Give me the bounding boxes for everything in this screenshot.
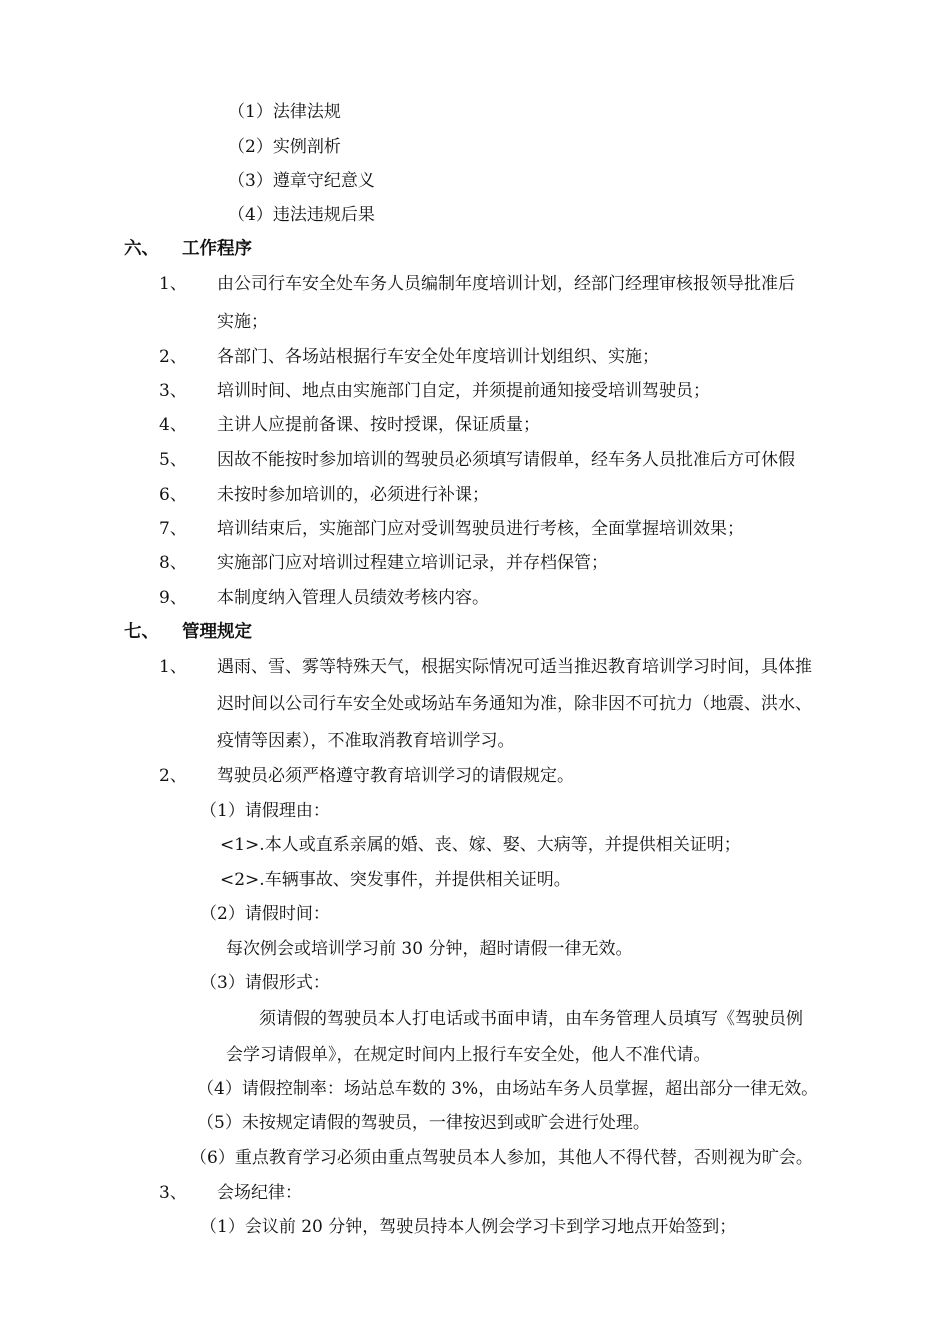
s7-item-1-line-1: 遇雨、雪、雾等特殊天气，根据实际情况可适当推迟教育培训学习时间，具体推 — [217, 657, 812, 677]
s7-item-3-text: 会场纪律： — [217, 1183, 302, 1203]
unexcused-absence-rule: （5）未按规定请假的驾驶员，一律按迟到或旷会进行处理。 — [197, 1113, 650, 1133]
key-education-rule: （6）重点教育学习必须由重点驾驶员本人参加，其他人不得代替，否则视为旷会。 — [190, 1148, 813, 1168]
s7-item-2-number: 2、 — [159, 766, 187, 786]
s6-item-2-line-1: 各部门、各场站根据行车安全处年度培训计划组织、实施； — [217, 347, 659, 367]
topic-4: （4）违法违规后果 — [228, 205, 375, 225]
s6-item-7-number: 7、 — [159, 519, 187, 539]
s6-item-1-line-1: 由公司行车安全处车务人员编制年度培训计划，经部门经理审核报领导批准后 — [217, 274, 795, 294]
leave-form-label: （3）请假形式： — [200, 973, 330, 993]
section-6-title: 工作程序 — [182, 239, 252, 259]
s7-item-1-number: 1、 — [159, 657, 187, 677]
leave-time-text: 每次例会或培训学习前 30 分钟，超时请假一律无效。 — [226, 939, 633, 959]
leave-form-line-2: 会学习请假单》，在规定时间内上报行车安全处，他人不准代请。 — [226, 1045, 711, 1065]
s6-item-8-number: 8、 — [159, 553, 187, 573]
s6-item-5-line-1: 因故不能按时参加培训的驾驶员必须填写请假单，经车务人员批准后方可休假 — [217, 450, 795, 470]
s7-item-3-sub-1: （1）会议前 20 分钟，驾驶员持本人例会学习卡到学习地点开始签到； — [200, 1217, 737, 1237]
s6-item-7-line-1: 培训结束后，实施部门应对受训驾驶员进行考核，全面掌握培训效果； — [217, 519, 744, 539]
s6-item-1-line-2: 实施； — [217, 312, 268, 332]
s6-item-8-line-1: 实施部门应对培训过程建立培训记录，并存档保管； — [217, 553, 608, 573]
s6-item-3-line-1: 培训时间、地点由实施部门自定，并须提前通知接受培训驾驶员； — [217, 381, 710, 401]
s6-item-4-line-1: 主讲人应提前备课、按时授课，保证质量； — [217, 415, 540, 435]
topic-2: （2）实例剖析 — [228, 137, 341, 157]
section-7-number: 七、 — [124, 622, 159, 642]
section-7-title: 管理规定 — [182, 622, 252, 642]
s7-item-1-line-2: 迟时间以公司行车安全处或场站车务通知为准，除非因不可抗力（地震、洪水、 — [217, 694, 812, 714]
s7-item-3-number: 3、 — [159, 1183, 187, 1203]
s6-item-9-number: 9、 — [159, 588, 187, 608]
leave-form-line-1: 须请假的驾驶员本人打电话或书面申请，由车务管理人员填写《驾驶员例 — [259, 1009, 803, 1029]
s6-item-9-line-1: 本制度纳入管理人员绩效考核内容。 — [217, 588, 489, 608]
leave-time-label: （2）请假时间： — [200, 904, 330, 924]
s6-item-6-number: 6、 — [159, 485, 187, 505]
s6-item-2-number: 2、 — [159, 347, 187, 367]
s6-item-5-number: 5、 — [159, 450, 187, 470]
s7-item-2-text: 驾驶员必须严格遵守教育培训学习的请假规定。 — [217, 766, 574, 786]
topic-1: （1）法律法规 — [228, 102, 341, 122]
leave-control-rate: （4）请假控制率：场站总车数的 3%，由场站车务人员掌握，超出部分一律无效。 — [197, 1079, 819, 1099]
leave-reason-a: <1>.本人或直系亲属的婚、丧、嫁、娶、大病等，并提供相关证明； — [220, 835, 741, 855]
section-6-number: 六、 — [124, 239, 159, 259]
leave-reason-label: （1）请假理由： — [200, 801, 330, 821]
s6-item-3-number: 3、 — [159, 381, 187, 401]
s7-item-1-line-3: 疫情等因素），不准取消教育培训学习。 — [217, 731, 515, 751]
s6-item-4-number: 4、 — [159, 415, 187, 435]
leave-reason-b: <2>.车辆事故、突发事件，并提供相关证明。 — [220, 870, 571, 890]
s6-item-6-line-1: 未按时参加培训的，必须进行补课； — [217, 485, 489, 505]
s6-item-1-number: 1、 — [159, 274, 187, 294]
topic-3: （3）遵章守纪意义 — [228, 171, 375, 191]
